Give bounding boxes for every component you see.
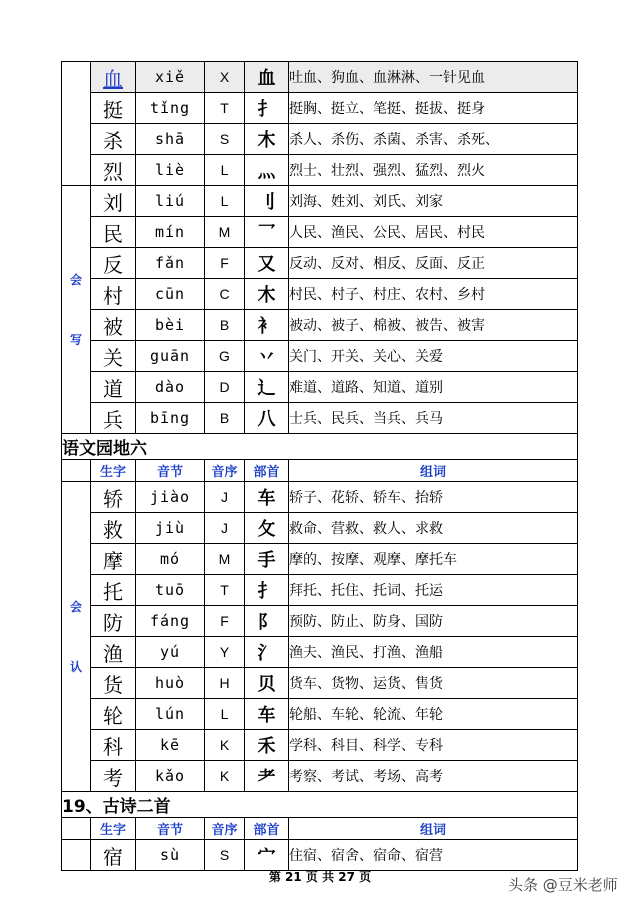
words-cell: 摩的、按摩、观摩、摩托车 (289, 544, 578, 575)
radical-cell: 氵 (245, 637, 289, 668)
radical-cell: 乛 (245, 217, 289, 248)
table-row (62, 513, 578, 544)
pinyin-cell: huò (136, 668, 205, 699)
pinyin-cell: shā (136, 124, 205, 155)
table-row (62, 62, 578, 93)
words-cell: 救命、营救、救人、求救 (289, 513, 578, 544)
char-cell: 渔 (91, 637, 136, 668)
order-cell: L (205, 155, 245, 186)
pinyin-cell: jiù (136, 513, 205, 544)
page-footer: 第 21 页 共 27 页 (268, 870, 372, 884)
order-cell: H (205, 668, 245, 699)
radical-cell: 攵 (245, 513, 289, 544)
char-cell: 刘 (91, 186, 136, 217)
row-group-label (62, 186, 91, 434)
pinyin-cell: mó (136, 544, 205, 575)
words-cell: 人民、渔民、公民、居民、村民 (289, 217, 578, 248)
table-row (62, 124, 578, 155)
table-row (62, 606, 578, 637)
pinyin-cell: yú (136, 637, 205, 668)
radical-cell: 又 (245, 248, 289, 279)
radical-cell: 耂 (245, 761, 289, 792)
header-blank (62, 460, 91, 482)
char-cell: 反 (91, 248, 136, 279)
char-cell: 轮 (91, 699, 136, 730)
pinyin-cell: kē (136, 730, 205, 761)
radical-cell: 阝 (245, 606, 289, 637)
table-row (62, 637, 578, 668)
words-cell: 杀人、杀伤、杀菌、杀害、杀死、 (289, 124, 578, 155)
words-cell: 考察、考试、考场、高考 (289, 761, 578, 792)
order-cell: G (205, 341, 245, 372)
pinyin-cell: liú (136, 186, 205, 217)
pinyin-cell: bèi (136, 310, 205, 341)
group-label-char: 会 (69, 272, 82, 287)
vocab-sheet (61, 61, 577, 871)
char-cell: 挺 (91, 93, 136, 124)
table-row (62, 575, 578, 606)
order-cell: L (205, 699, 245, 730)
order-cell: T (205, 93, 245, 124)
table-row (62, 186, 578, 217)
column-header-char: 生字 (91, 460, 136, 482)
words-cell: 轿子、花轿、轿车、抬轿 (289, 482, 578, 513)
group-label-char: 会 (69, 599, 82, 614)
table-row (62, 341, 578, 372)
order-cell: C (205, 279, 245, 310)
order-cell: T (205, 575, 245, 606)
radical-cell: 辶 (245, 372, 289, 403)
row-group-label (62, 482, 91, 792)
words-cell: 住宿、宿舍、宿命、宿营 (289, 840, 578, 871)
table-row (62, 217, 578, 248)
table-row (62, 699, 578, 730)
radical-cell: 血 (245, 62, 289, 93)
words-cell: 烈士、壮烈、强烈、猛烈、烈火 (289, 155, 578, 186)
words-cell: 吐血、狗血、血淋淋、一针见血 (289, 62, 578, 93)
words-cell: 难道、道路、知道、道别 (289, 372, 578, 403)
column-header-radical: 部首 (245, 818, 289, 840)
radical-cell: 车 (245, 699, 289, 730)
radical-cell: 扌 (245, 93, 289, 124)
radical-cell: 车 (245, 482, 289, 513)
pinyin-cell: lún (136, 699, 205, 730)
order-cell: J (205, 482, 245, 513)
column-header-words: 组词 (289, 818, 578, 840)
char-cell: 救 (91, 513, 136, 544)
radical-cell: 木 (245, 124, 289, 155)
row-group-label (62, 62, 91, 186)
char-cell: 关 (91, 341, 136, 372)
radical-cell: 扌 (245, 575, 289, 606)
watermark: 头条 @豆米老师 (508, 876, 618, 894)
char-cell: 考 (91, 761, 136, 792)
char-cell: 被 (91, 310, 136, 341)
words-cell: 轮船、车轮、轮流、年轮 (289, 699, 578, 730)
vocab-table (61, 61, 578, 871)
order-cell: B (205, 403, 245, 434)
words-cell: 预防、防止、防身、国防 (289, 606, 578, 637)
order-cell: B (205, 310, 245, 341)
pinyin-cell: fáng (136, 606, 205, 637)
column-header-order: 音序 (205, 460, 245, 482)
char-cell: 民 (91, 217, 136, 248)
words-cell: 士兵、民兵、当兵、兵马 (289, 403, 578, 434)
order-cell: S (205, 124, 245, 155)
table-row (62, 668, 578, 699)
table-row (62, 403, 578, 434)
group-label-char: 写 (69, 332, 82, 347)
words-cell: 反动、反对、相反、反面、反正 (289, 248, 578, 279)
char-cell: 摩 (91, 544, 136, 575)
order-cell: M (205, 217, 245, 248)
char-cell: 防 (91, 606, 136, 637)
words-cell: 刘海、姓刘、刘氏、刘家 (289, 186, 578, 217)
char-cell: 杀 (91, 124, 136, 155)
table-row (62, 372, 578, 403)
char-cell: 货 (91, 668, 136, 699)
words-cell: 货车、货物、运货、售货 (289, 668, 578, 699)
pinyin-cell: guān (136, 341, 205, 372)
words-cell: 关门、开关、关心、关爱 (289, 341, 578, 372)
pinyin-cell: bīng (136, 403, 205, 434)
pinyin-cell: jiào (136, 482, 205, 513)
order-cell: Y (205, 637, 245, 668)
table-row (62, 482, 578, 513)
words-cell: 村民、村子、村庄、农村、乡村 (289, 279, 578, 310)
column-header-pinyin: 音节 (136, 460, 205, 482)
order-cell: X (205, 62, 245, 93)
pinyin-cell: dào (136, 372, 205, 403)
pinyin-cell: liè (136, 155, 205, 186)
char-cell: 兵 (91, 403, 136, 434)
column-header-pinyin: 音节 (136, 818, 205, 840)
pinyin-cell: fǎn (136, 248, 205, 279)
group-label-char: 认 (69, 659, 82, 674)
section-title: 19、古诗二首 (62, 792, 578, 818)
header-blank (62, 818, 91, 840)
words-cell: 挺胸、挺立、笔挺、挺拔、挺身 (289, 93, 578, 124)
radical-cell: 灬 (245, 155, 289, 186)
radical-cell: 宀 (245, 840, 289, 871)
radical-cell: 手 (245, 544, 289, 575)
table-row (62, 544, 578, 575)
pinyin-cell: xiě (136, 62, 205, 93)
order-cell: F (205, 606, 245, 637)
pinyin-cell: tuō (136, 575, 205, 606)
pinyin-cell: tǐng (136, 93, 205, 124)
order-cell: M (205, 544, 245, 575)
table-row (62, 155, 578, 186)
radical-cell: 刂 (245, 186, 289, 217)
char-cell: 烈 (91, 155, 136, 186)
radical-cell: 衤 (245, 310, 289, 341)
table-row (62, 279, 578, 310)
radical-cell: 八 (245, 403, 289, 434)
words-cell: 渔夫、渔民、打渔、渔船 (289, 637, 578, 668)
column-header-order: 音序 (205, 818, 245, 840)
order-cell: L (205, 186, 245, 217)
radical-cell: 禾 (245, 730, 289, 761)
char-cell: 托 (91, 575, 136, 606)
row-group-label (62, 840, 91, 871)
table-row (62, 310, 578, 341)
pinyin-cell: cūn (136, 279, 205, 310)
char-cell: 村 (91, 279, 136, 310)
header-row (62, 818, 578, 840)
pinyin-cell: kǎo (136, 761, 205, 792)
words-cell: 拜托、托住、托词、托运 (289, 575, 578, 606)
order-cell: K (205, 730, 245, 761)
pinyin-cell: mín (136, 217, 205, 248)
table-row (62, 248, 578, 279)
char-cell[interactable]: 血 (91, 62, 136, 93)
char-cell: 宿 (91, 840, 136, 871)
column-header-radical: 部首 (245, 460, 289, 482)
char-cell: 道 (91, 372, 136, 403)
section-title: 语文园地六 (62, 434, 578, 460)
table-row (62, 730, 578, 761)
order-cell: J (205, 513, 245, 544)
table-row (62, 761, 578, 792)
order-cell: F (205, 248, 245, 279)
radical-cell: 木 (245, 279, 289, 310)
radical-cell: 丷 (245, 341, 289, 372)
table-row (62, 840, 578, 871)
order-cell: S (205, 840, 245, 871)
table-row (62, 93, 578, 124)
header-row (62, 460, 578, 482)
char-cell: 轿 (91, 482, 136, 513)
order-cell: D (205, 372, 245, 403)
pinyin-cell: sù (136, 840, 205, 871)
column-header-char: 生字 (91, 818, 136, 840)
column-header-words: 组词 (289, 460, 578, 482)
order-cell: K (205, 761, 245, 792)
words-cell: 学科、科目、科学、专科 (289, 730, 578, 761)
words-cell: 被动、被子、棉被、被告、被害 (289, 310, 578, 341)
char-cell: 科 (91, 730, 136, 761)
radical-cell: 贝 (245, 668, 289, 699)
